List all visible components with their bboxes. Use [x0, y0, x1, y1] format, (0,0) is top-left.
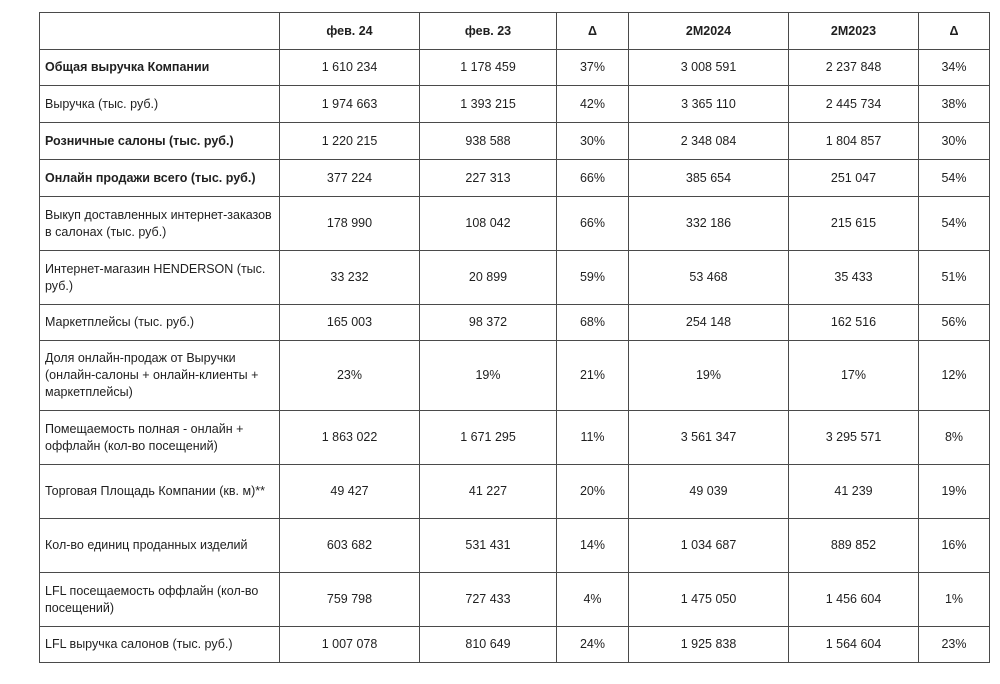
row-label: Выручка (тыс. руб.) — [40, 86, 280, 123]
table-row — [40, 573, 990, 627]
cell-delta-month: 11% — [557, 411, 629, 465]
cell-2m2024: 3 365 110 — [629, 86, 789, 123]
cell-feb23: 20 899 — [420, 251, 557, 305]
cell-delta-month: 42% — [557, 86, 629, 123]
header-row — [40, 13, 990, 50]
cell-delta-2m: 23% — [919, 627, 990, 663]
cell-delta-month: 14% — [557, 519, 629, 573]
cell-2m2024: 1 475 050 — [629, 573, 789, 627]
cell-feb24: 1 974 663 — [280, 86, 420, 123]
cell-feb24: 1 610 234 — [280, 50, 420, 86]
cell-feb24: 23% — [280, 341, 420, 411]
cell-delta-2m: 16% — [919, 519, 990, 573]
cell-delta-2m: 51% — [919, 251, 990, 305]
cell-2m2023: 17% — [789, 341, 919, 411]
header-cell-delta-2m: Δ — [919, 13, 990, 50]
cell-delta-2m: 54% — [919, 197, 990, 251]
cell-feb23: 938 588 — [420, 123, 557, 160]
table-row — [40, 627, 990, 663]
cell-delta-month: 66% — [557, 160, 629, 197]
cell-feb23: 108 042 — [420, 197, 557, 251]
cell-delta-2m: 34% — [919, 50, 990, 86]
table-row — [40, 341, 990, 411]
cell-delta-2m: 8% — [919, 411, 990, 465]
cell-2m2024: 1 925 838 — [629, 627, 789, 663]
cell-feb24: 1 220 215 — [280, 123, 420, 160]
table-row — [40, 251, 990, 305]
cell-delta-month: 66% — [557, 197, 629, 251]
row-label: Общая выручка Компании — [40, 50, 280, 86]
row-label: Розничные салоны (тыс. руб.) — [40, 123, 280, 160]
table-row — [40, 305, 990, 341]
row-label: Кол-во единиц проданных изделий — [40, 519, 280, 573]
cell-feb23: 41 227 — [420, 465, 557, 519]
cell-delta-month: 24% — [557, 627, 629, 663]
row-label: Выкуп доставленных интернет-заказов в салонах (тыс. руб.) — [40, 197, 280, 251]
cell-feb24: 377 224 — [280, 160, 420, 197]
cell-delta-month: 21% — [557, 341, 629, 411]
table-row — [40, 411, 990, 465]
cell-delta-2m: 19% — [919, 465, 990, 519]
cell-feb23: 19% — [420, 341, 557, 411]
cell-feb23: 1 671 295 — [420, 411, 557, 465]
table-row — [40, 86, 990, 123]
cell-delta-2m: 38% — [919, 86, 990, 123]
cell-2m2023: 2 237 848 — [789, 50, 919, 86]
cell-2m2024: 19% — [629, 341, 789, 411]
cell-delta-2m: 54% — [919, 160, 990, 197]
cell-2m2024: 385 654 — [629, 160, 789, 197]
cell-delta-month: 59% — [557, 251, 629, 305]
table-row — [40, 465, 990, 519]
row-label: LFL посещаемость оффлайн (кол-во посещений) — [40, 573, 280, 627]
cell-delta-month: 68% — [557, 305, 629, 341]
cell-feb24: 49 427 — [280, 465, 420, 519]
header-cell-label — [40, 13, 280, 50]
cell-feb24: 178 990 — [280, 197, 420, 251]
cell-feb23: 1 393 215 — [420, 86, 557, 123]
cell-feb23: 531 431 — [420, 519, 557, 573]
header-cell-feb24: фев. 24 — [280, 13, 420, 50]
cell-2m2024: 49 039 — [629, 465, 789, 519]
header-cell-2m2024: 2M2024 — [629, 13, 789, 50]
cell-feb24: 603 682 — [280, 519, 420, 573]
cell-2m2023: 251 047 — [789, 160, 919, 197]
table-row — [40, 123, 990, 160]
row-label: Торговая Площадь Компании (кв. м)** — [40, 465, 280, 519]
cell-2m2024: 254 148 — [629, 305, 789, 341]
cell-2m2024: 2 348 084 — [629, 123, 789, 160]
row-label: Помещаемость полная - онлайн + оффлайн (кол-во посещений) — [40, 411, 280, 465]
cell-delta-month: 4% — [557, 573, 629, 627]
cell-delta-month: 30% — [557, 123, 629, 160]
cell-2m2023: 35 433 — [789, 251, 919, 305]
cell-2m2023: 2 445 734 — [789, 86, 919, 123]
cell-feb24: 759 798 — [280, 573, 420, 627]
cell-2m2024: 3 561 347 — [629, 411, 789, 465]
cell-2m2023: 41 239 — [789, 465, 919, 519]
cell-delta-month: 37% — [557, 50, 629, 86]
table-header — [40, 13, 990, 50]
cell-feb24: 1 007 078 — [280, 627, 420, 663]
cell-feb23: 810 649 — [420, 627, 557, 663]
cell-feb23: 727 433 — [420, 573, 557, 627]
cell-feb24: 33 232 — [280, 251, 420, 305]
row-label: Онлайн продажи всего (тыс. руб.) — [40, 160, 280, 197]
cell-2m2023: 3 295 571 — [789, 411, 919, 465]
row-label: Маркетплейсы (тыс. руб.) — [40, 305, 280, 341]
cell-feb23: 98 372 — [420, 305, 557, 341]
header-cell-2m2023: 2M2023 — [789, 13, 919, 50]
metrics-table-container — [39, 12, 990, 663]
cell-2m2023: 889 852 — [789, 519, 919, 573]
cell-2m2023: 1 456 604 — [789, 573, 919, 627]
table-row — [40, 50, 990, 86]
cell-2m2023: 162 516 — [789, 305, 919, 341]
header-cell-delta-month: Δ — [557, 13, 629, 50]
table-row — [40, 197, 990, 251]
cell-2m2024: 1 034 687 — [629, 519, 789, 573]
cell-delta-month: 20% — [557, 465, 629, 519]
cell-feb23: 227 313 — [420, 160, 557, 197]
cell-delta-2m: 30% — [919, 123, 990, 160]
cell-2m2023: 215 615 — [789, 197, 919, 251]
cell-delta-2m: 12% — [919, 341, 990, 411]
table-row — [40, 519, 990, 573]
row-label: LFL выручка салонов (тыс. руб.) — [40, 627, 280, 663]
cell-2m2023: 1 564 604 — [789, 627, 919, 663]
cell-2m2024: 3 008 591 — [629, 50, 789, 86]
metrics-table — [39, 12, 990, 663]
table-body — [40, 50, 990, 663]
header-cell-feb23: фев. 23 — [420, 13, 557, 50]
table-row — [40, 160, 990, 197]
cell-delta-2m: 56% — [919, 305, 990, 341]
row-label: Доля онлайн-продаж от Выручки (онлайн-салоны + онлайн-клиенты + маркетплейсы) — [40, 341, 280, 411]
cell-feb24: 165 003 — [280, 305, 420, 341]
row-label: Интернет-магазин HENDERSON (тыс. руб.) — [40, 251, 280, 305]
cell-2m2024: 53 468 — [629, 251, 789, 305]
cell-2m2024: 332 186 — [629, 197, 789, 251]
cell-feb23: 1 178 459 — [420, 50, 557, 86]
cell-delta-2m: 1% — [919, 573, 990, 627]
cell-2m2023: 1 804 857 — [789, 123, 919, 160]
cell-feb24: 1 863 022 — [280, 411, 420, 465]
